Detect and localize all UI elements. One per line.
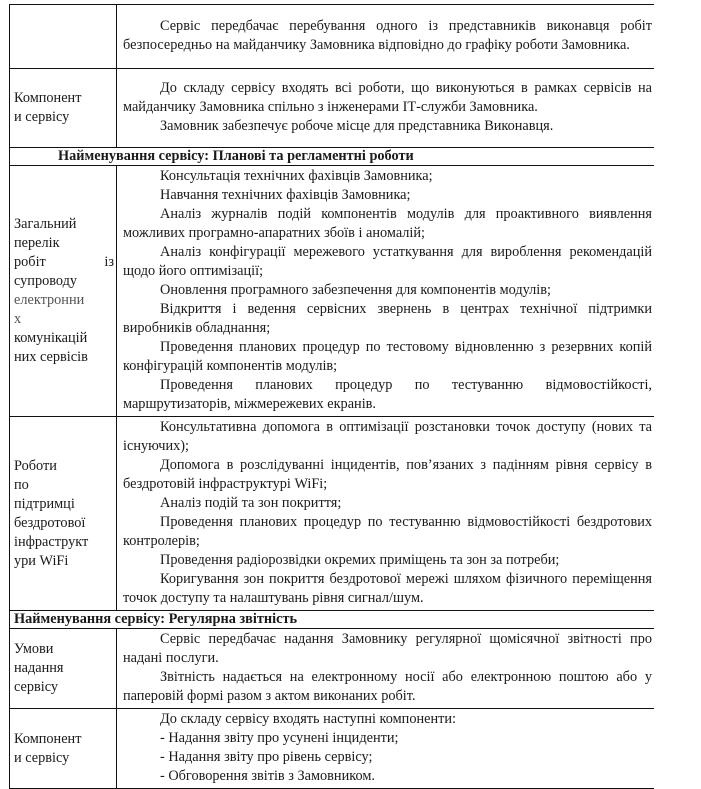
row-label xyxy=(10,629,117,709)
content-paragraph: Консультація технічних фахівців Замовника; xyxy=(160,168,433,184)
section-title: Найменування сервісу: Планові та регламентні роботи xyxy=(10,148,655,166)
row-label xyxy=(10,709,117,789)
content-line: До складу сервісу входять наступні компоненти: xyxy=(160,711,457,727)
content-paragraph: Аналіз подій та зон покриття; xyxy=(160,495,342,511)
content-paragraph: Аналіз конфігурації мережевого устаткування для вироблення рекомендацій щодо його оптимізації; xyxy=(123,244,652,279)
section-title: Найменування сервісу: Регулярна звітність xyxy=(10,611,655,629)
content-paragraph: До складу сервісу входять всі роботи, що виконуються в рамках сервісів на майданчику Замовника спільно з інженерами ІТ-служби Замовника. xyxy=(123,80,652,115)
table-row-on-site-presence xyxy=(10,5,655,69)
content-paragraph: Навчання технічних фахівців Замовника; xyxy=(160,187,411,203)
label-line: х xyxy=(14,311,22,327)
row-content xyxy=(117,69,655,148)
table-row-general-works xyxy=(10,166,655,417)
content-paragraph: Оновлення програмного забезпечення для компонентів модулів; xyxy=(160,282,551,298)
label-line: Загальний xyxy=(14,216,77,232)
table-row-wifi-support xyxy=(10,417,655,611)
label-line: Компонент xyxy=(14,730,82,747)
content-line: - Обговорення звітів з Замовником. xyxy=(160,768,375,784)
content-line: - Надання звіту про усунені інциденти; xyxy=(160,730,399,746)
service-description-table xyxy=(9,4,654,789)
label-line: них сервісів xyxy=(14,349,88,365)
label-line: супроводу xyxy=(14,273,78,289)
label-line: надання xyxy=(14,660,64,676)
section-header-row xyxy=(10,148,655,166)
row-label xyxy=(10,166,117,417)
content-paragraph: Проведення планових процедур по тестуванню відмовостійкості бездротових контролерів; xyxy=(123,514,652,549)
content-paragraph: Допомога в розслідуванні інцидентів, пов’язаних з падінням рівня сервісу в бездротовій інфраструктурі WiFi; xyxy=(123,457,652,492)
row-label xyxy=(10,69,117,148)
label-line: Компонент xyxy=(14,90,82,106)
label-line: сервісу xyxy=(14,679,59,695)
content-paragraph: Замовник забезпечує робоче місце для представника Виконавця. xyxy=(160,118,554,134)
label-line: и сервісу xyxy=(14,749,70,766)
row-content xyxy=(117,5,655,69)
content-paragraph: Проведення планових процедур по тестуванню відмовостійкості, маршрутизаторів, міжмережевих екранів. xyxy=(123,377,652,412)
label-line: Роботи xyxy=(14,457,57,474)
label-line: робіт із xyxy=(14,254,114,270)
row-content xyxy=(117,166,655,417)
label-line: підтримці xyxy=(14,495,75,512)
section-header-row xyxy=(10,611,655,629)
label-line: бездротової xyxy=(14,514,86,531)
content-paragraph: Коригування зон покриття бездротової мережі шляхом фізичного переміщення точок доступу та налаштувань рівня сигнал/шум. xyxy=(123,571,652,606)
label-line: ури WiFi xyxy=(14,552,69,569)
label-line: комунікацій xyxy=(14,330,88,346)
table-row-report-components xyxy=(10,709,655,789)
content-paragraph: Консультативна допомога в оптимізації розстановки точок доступу (нових та існуючих); xyxy=(123,419,652,454)
label-line: по xyxy=(14,476,29,493)
content-paragraph: Сервіс передбачає надання Замовнику регулярної щомісячної звітності про надані послуги. xyxy=(123,631,652,666)
table-row-service-conditions xyxy=(10,629,655,709)
row-label xyxy=(10,417,117,611)
label-line: інфраструкт xyxy=(14,533,89,550)
row-label-empty xyxy=(10,5,117,69)
content-line: - Надання звіту про рівень сервісу; xyxy=(160,749,373,765)
label-line: перелік xyxy=(14,235,60,251)
content-paragraph: Проведення планових процедур по тестовому відновленню з резервних копій конфігурацій компонентів модулів; xyxy=(123,339,652,374)
table-row-service-components xyxy=(10,69,655,148)
row-content xyxy=(117,709,655,789)
label-line: електронни xyxy=(14,292,85,308)
content-paragraph: Аналіз журналів подій компонентів модулів для проактивного виявлення можливих програмно-апаратних збоїв і аномалій; xyxy=(123,206,652,241)
content-paragraph: Сервіс передбачає перебування одного із представників виконавця робіт безпосередньо на майданчику Замовника відповідно до графіку роботи Замовника. xyxy=(123,18,652,53)
label-line: и сервісу xyxy=(14,109,70,125)
row-content xyxy=(117,417,655,611)
content-paragraph: Відкриття і ведення сервісних звернень в центрах технічної підтримки виробників обладнання; xyxy=(123,301,652,336)
label-line: Умови xyxy=(14,641,54,657)
content-paragraph: Проведення радіорозвідки окремих приміщень та зон за потреби; xyxy=(160,552,560,568)
row-content xyxy=(117,629,655,709)
content-paragraph: Звітність надається на електронному носії або електронною поштою або у паперовій формі разом з актом виконаних робіт. xyxy=(123,669,652,704)
